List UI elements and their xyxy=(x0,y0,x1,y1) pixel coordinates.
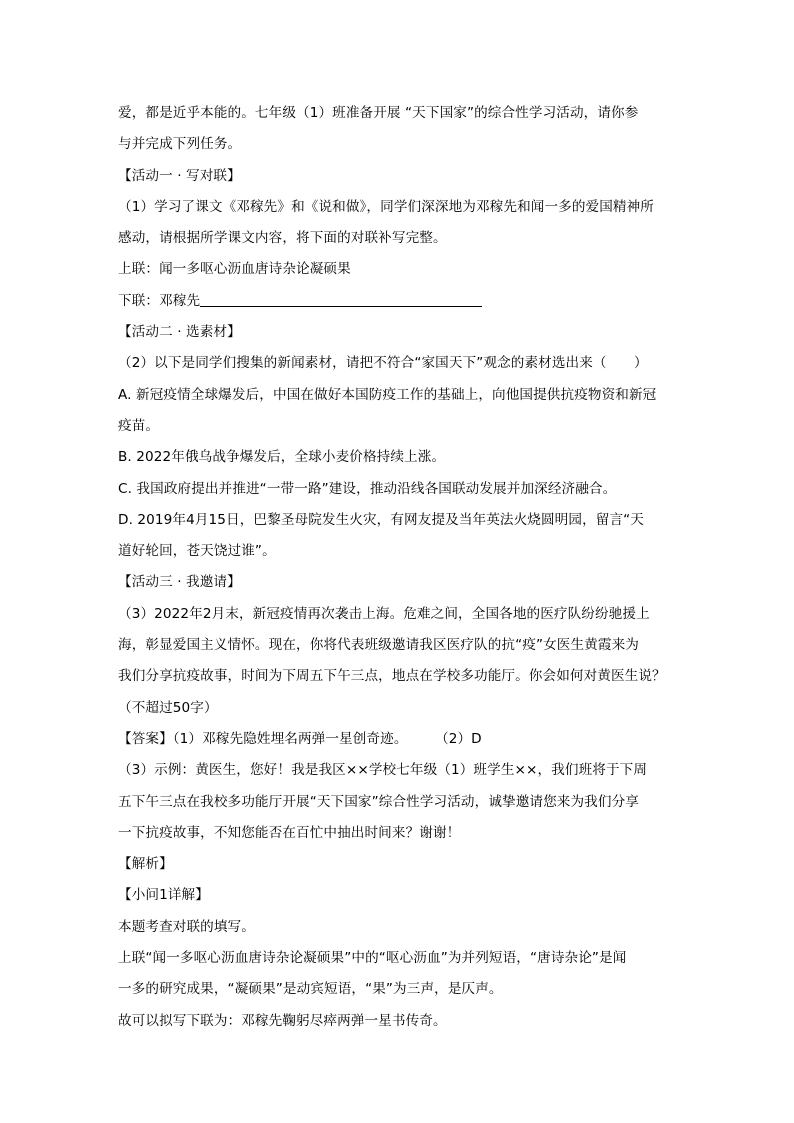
question-1-line-2: 感动，请根据所学课文内容，将下面的对联补写完整。 xyxy=(118,230,447,247)
answer-line-4: 一下抗疫故事，不知您能否在百忙中抽出时间来？谢谢！ xyxy=(118,824,461,841)
analysis-line-3: 一多的研究成果，“凝硕果”是动宾短语，“果”为三声，是仄声。 xyxy=(118,981,503,998)
couplet-lower xyxy=(118,286,688,317)
analysis-line-2: 上联“闻一多呕心沥血唐诗杂论凝硕果”中的“呕心沥血”为并列短语，“唐诗杂论”是闻 xyxy=(118,950,627,967)
option-a-line-2: 疫苗。 xyxy=(118,417,160,434)
intro-line-2: 与并完成下列任务。 xyxy=(118,136,242,153)
option-b: B. 2022年俄乌战争爆发后，全球小麦价格持续上涨。 xyxy=(118,449,446,466)
analysis-heading: 【解析】 xyxy=(118,856,173,873)
analysis-line-1: 本题考查对联的填写。 xyxy=(118,918,255,935)
couplet-lower-label: 下联：邓稼先 xyxy=(118,292,201,309)
option-c: C. 我国政府提出并推进“一带一路”建设，推动沿线各国联动发展并加深经济融合。 xyxy=(118,480,617,497)
question-2-stem: （2）以下是同学们搜集的新闻素材，请把不符合“家国天下”观念的素材选出来（ ） xyxy=(118,355,648,372)
activity-1-heading: 【活动一 · 写对联】 xyxy=(118,167,241,184)
question-3-line-2: 海，彰显爱国主义情怀。现在，你将代表班级邀请我区医疗队的抗“疫”女医生黄霞来为 xyxy=(118,637,639,654)
option-d-line-1: D. 2019年4月15日，巴黎圣母院发生火灾，有网友提及当年英法火烧圆明园，留言“天 xyxy=(118,511,644,528)
answer-line-1: 【答案】（1）邓稼先隐姓埋名两弹一星创奇迹。 （2）D xyxy=(118,730,482,747)
option-a-line-1: A. 新冠疫情全球爆发后，中国在做好本国防疫工作的基础上，向他国提供抗疫物资和新冠 xyxy=(118,386,657,403)
couplet-upper: 上联：闻一多呕心沥血唐诗杂论凝硕果 xyxy=(118,261,351,278)
answer-blank[interactable] xyxy=(200,292,482,307)
activity-2-heading: 【活动二 · 选素材】 xyxy=(118,324,241,341)
question-1-line-1: （1）学习了课文《邓稼先》和《说和做》，同学们深深地为邓稼先和闻一多的爱国精神所 xyxy=(118,198,655,215)
question-3-line-1: （3）2022年2月末，新冠疫情再次袭击上海。危难之间，全国各地的医疗队纷纷驰援上 xyxy=(118,605,650,622)
document-page xyxy=(118,98,688,1037)
answer-line-2: （3）示例：黄医生，您好！我是我区××学校七年级（1）班学生××，我们班将于下周 xyxy=(118,762,648,779)
question-3-line-4: （不超过50字） xyxy=(118,699,218,716)
intro-line-1: 爱，都是近乎本能的。七年级（1）班准备开展 “天下国家”的综合性学习活动，请你参 xyxy=(118,105,639,121)
option-d-line-2: 道好轮回，苍天饶过谁”。 xyxy=(118,543,276,560)
question-3-line-3: 我们分享抗疫故事，时间为下周五下午三点，地点在学校多功能厅。你会如何对黄医生说？ xyxy=(118,668,666,685)
analysis-line-4: 故可以拟写下联为：邓稼先鞠躬尽瘁两弹一星书传奇。 xyxy=(118,1012,447,1029)
sub-question-1-heading: 【小问1详解】 xyxy=(118,887,209,904)
answer-line-3: 五下午三点在我校多功能厅开展“天下国家”综合性学习活动，诚挚邀请您来为我们分享 xyxy=(118,793,639,810)
activity-3-heading: 【活动三 · 我邀请】 xyxy=(118,574,241,591)
